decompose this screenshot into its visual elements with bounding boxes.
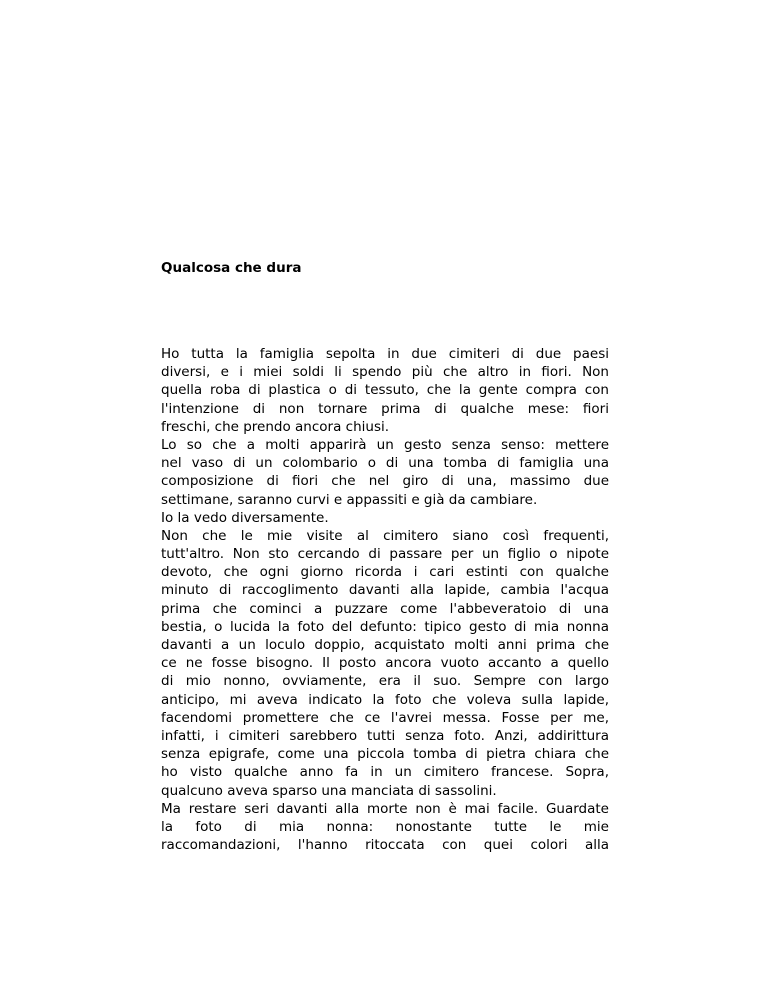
text-line: freschi, che prendo ancora chiusi. [161, 418, 390, 435]
document-title: Qualcosa che dura [161, 260, 302, 276]
text-line: di mio nonno, ovviamente, era il suo. Sempre con largo [161, 673, 609, 690]
text-line: diversi, e i miei soldi li spendo più che altro in fiori. Non [161, 364, 609, 381]
text-line: devoto, che ogni giorno ricorda i cari estinti con qualche [161, 564, 609, 581]
text-line: Lo so che a molti apparirà un gesto senza senso: mettere [161, 436, 609, 453]
text-line: bestia, o lucida la foto del defunto: tipico gesto di mia nonna [161, 618, 609, 635]
text-line: prima che cominci a puzzare come l'abbeveratoio di una [161, 600, 609, 617]
text-line: nel vaso di un colombario o di una tomba di famiglia una [161, 455, 609, 472]
text-line: Io la vedo diversamente. [161, 509, 329, 526]
text-line: settimane, saranno curvi e appassiti e già da cambiare. [161, 491, 538, 508]
text-line: tutt'altro. Non sto cercando di passare per un figlio o nipote [161, 546, 609, 563]
text-line: senza epigrafe, come una piccola tomba di pietra chiara che [161, 746, 609, 763]
text-line: facendomi promettere che ce l'avrei messa. Fosse per me, [161, 709, 609, 726]
text-line: raccomandazioni, l'hanno ritoccata con quei colori alla [161, 837, 609, 854]
text-line: Ma restare seri davanti alla morte non è mai facile. Guardate [161, 800, 609, 817]
text-line: Non che le mie visite al cimitero siano così frequenti, [161, 527, 609, 544]
text-line: ho visto qualche anno fa in un cimitero francese. Sopra, [161, 764, 609, 781]
text-line: infatti, i cimiteri sarebbero tutti senza foto. Anzi, addirittura [161, 727, 609, 744]
text-line: Ho tutta la famiglia sepolta in due cimiteri di due paesi [161, 346, 609, 362]
text-line: qualcuno aveva sparso una manciata di sassolini. [161, 782, 497, 799]
text-line: la foto di mia nonna: nonostante tutte le mie [161, 818, 609, 835]
text-line: anticipo, mi aveva indicato la foto che voleva sulla lapide, [161, 691, 609, 708]
text-line: quella roba di plastica o di tessuto, che la gente compra con [161, 382, 609, 399]
text-line: minuto di raccoglimento davanti alla lapide, cambia l'acqua [161, 582, 609, 599]
text-line: davanti a un loculo doppio, acquistato molti anni prima che [161, 637, 609, 653]
text-line: ce ne fosse bisogno. Il posto ancora vuoto accanto a quello [161, 655, 609, 672]
text-line: l'intenzione di non tornare prima di qualche mese: fiori [161, 400, 609, 417]
text-line: composizione di fiori che nel giro di una, massimo due [161, 473, 609, 490]
body-text [161, 345, 609, 854]
